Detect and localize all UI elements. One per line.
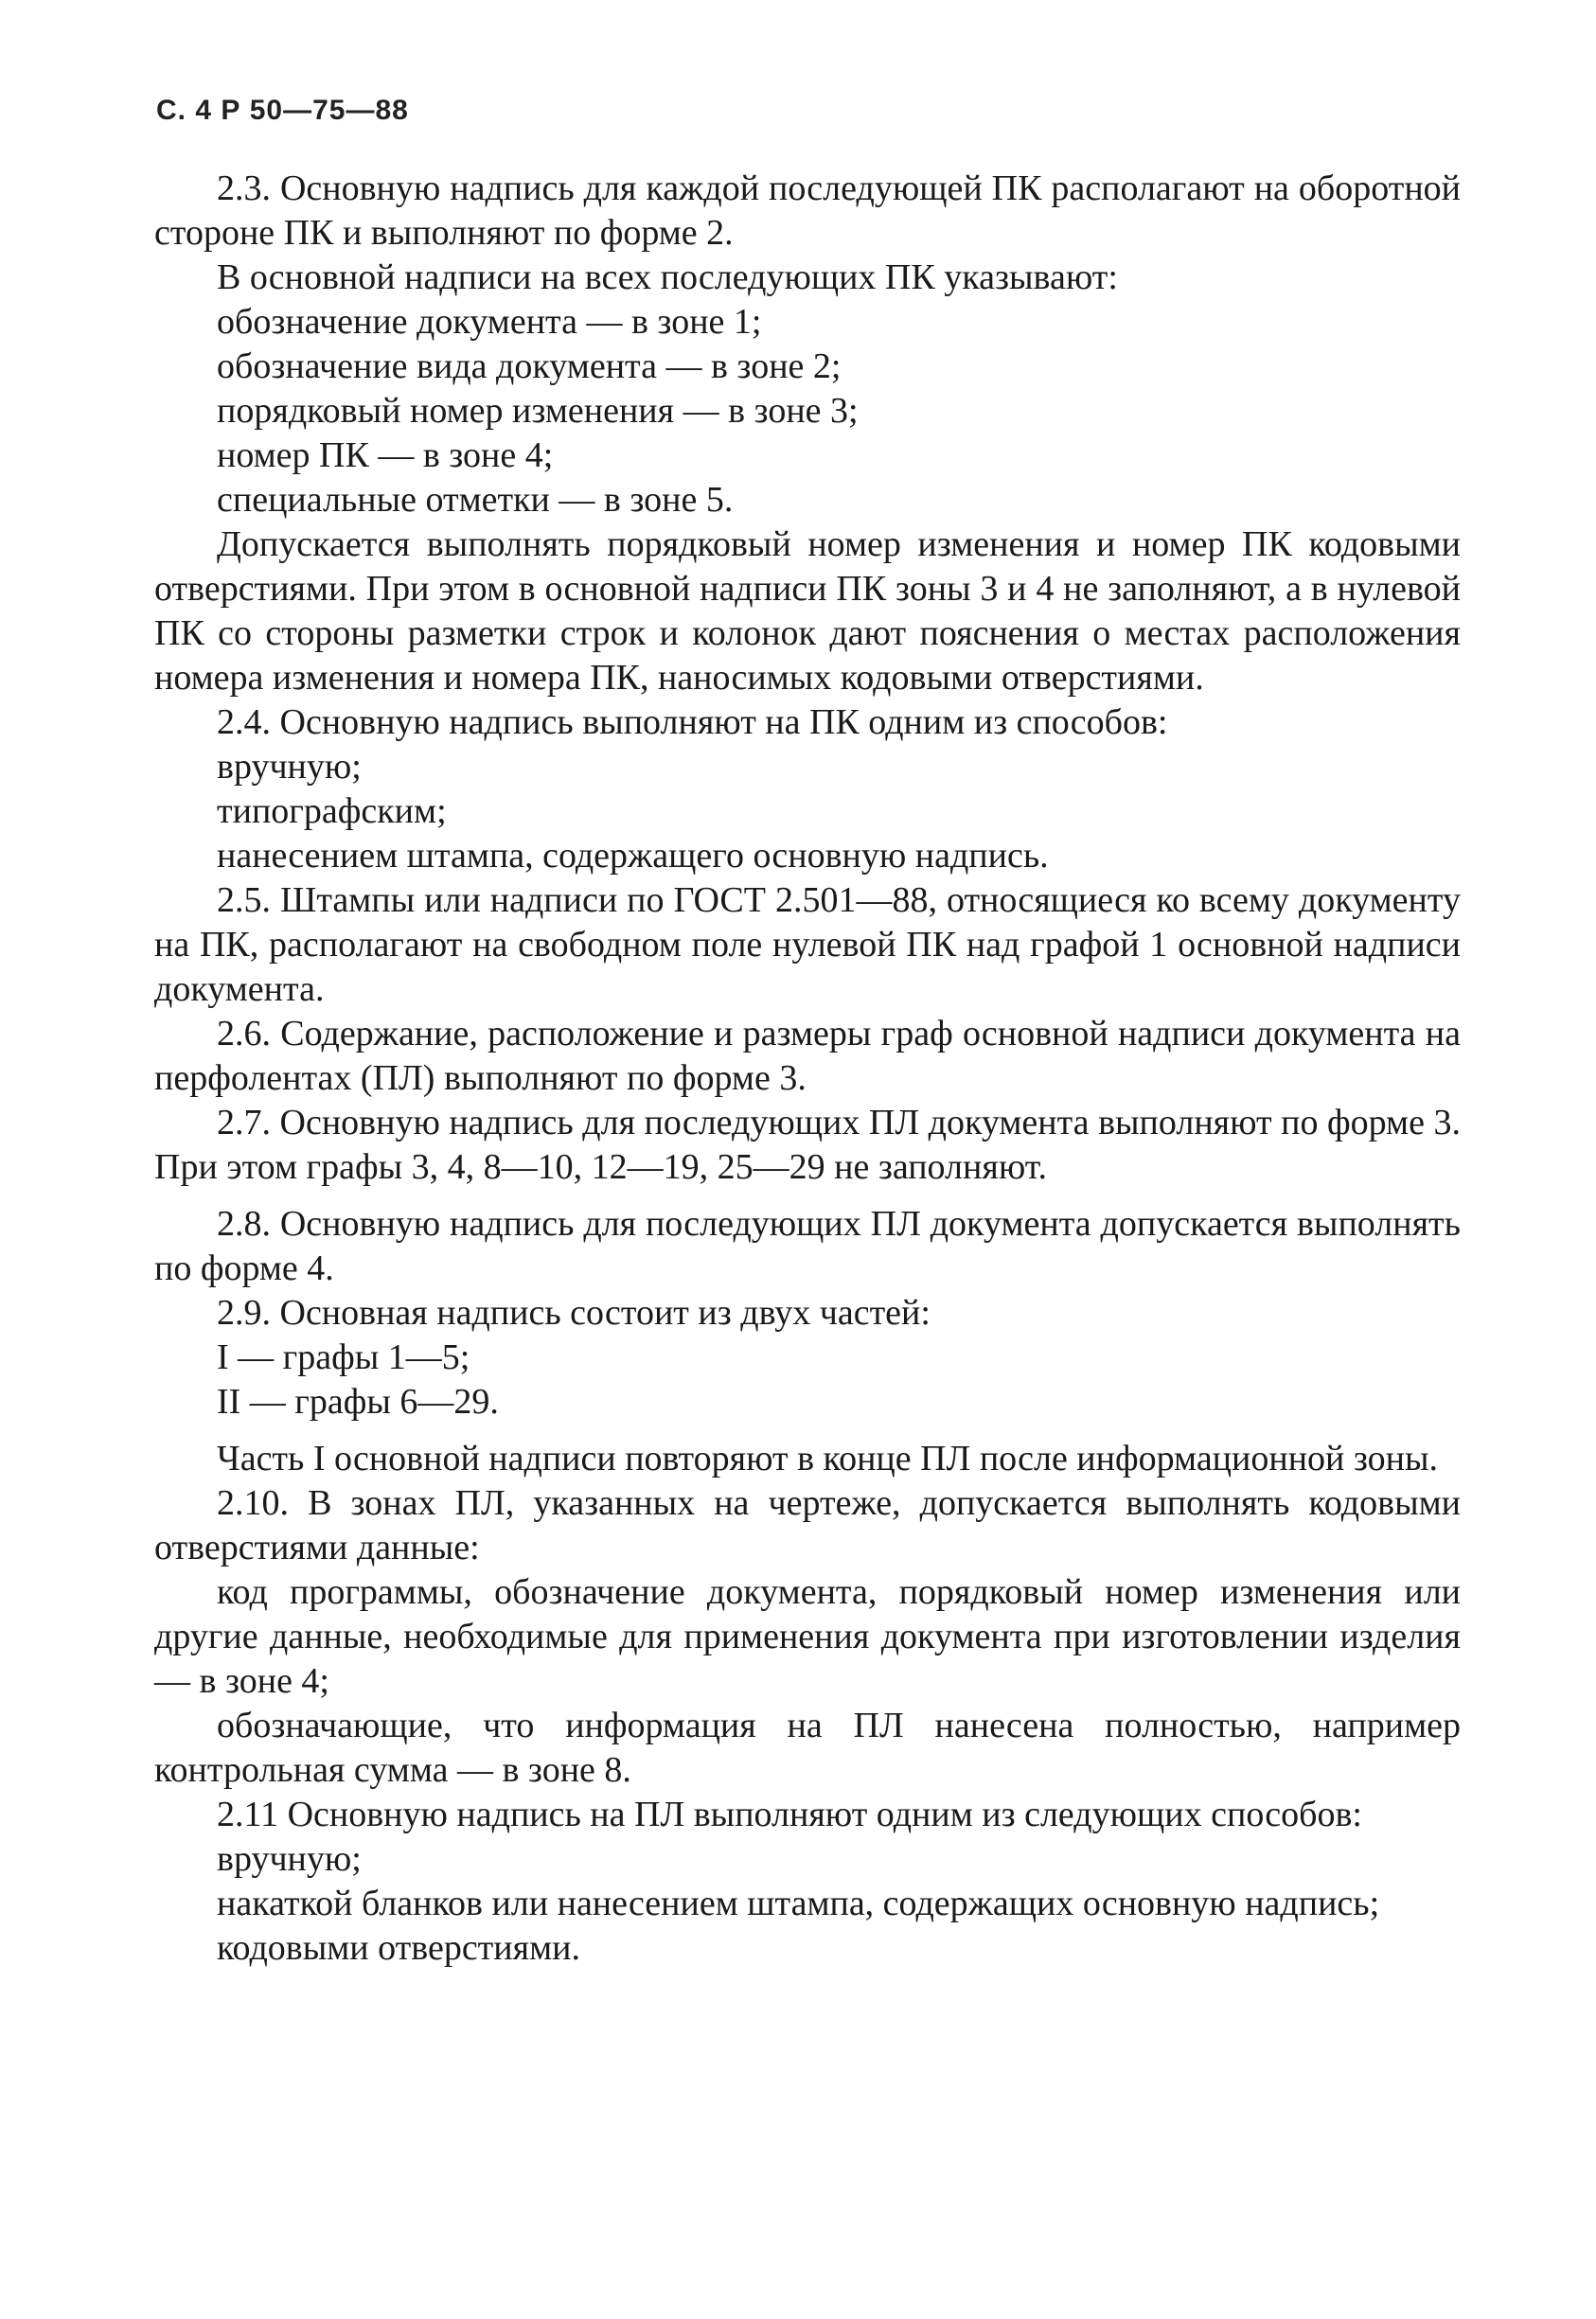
paragraph-2-10: 2.10. В зонах ПЛ, указанных на чертеже, допускается выполнять кодовыми отверстиями данные: xyxy=(154,1483,1461,1567)
paragraph-indicate-intro: В основной надписи на всех последующих ПК указывают: xyxy=(217,257,1118,297)
list-item-part-1: I — графы 1—5; xyxy=(217,1337,470,1377)
list-item-zone-5: специальные отметки — в зоне 5. xyxy=(217,480,734,520)
paragraph-2-7: 2.7. Основную надпись для последующих ПЛ документа выполняют по форме 3. При этом графы 3, 4, 8—10, 12—19, 25—29 не заполняют. xyxy=(154,1103,1461,1187)
list-item-pl-code-holes: кодовыми отверстиями. xyxy=(217,1928,580,1968)
paragraph-2-9: 2.9. Основная надпись состоит из двух частей: xyxy=(217,1293,931,1333)
paragraph-part-1-repeat: Часть I основной надписи повторяют в конце ПЛ после информационной зоны. xyxy=(217,1439,1439,1478)
list-item-zone-3: порядковый номер изменения — в зоне 3; xyxy=(217,391,859,431)
paragraph-code-holes: Допускается выполнять порядковый номер изменения и номер ПК кодовыми отверстиями. При этом в основной надписи ПК зоны 3 и 4 не заполняют, а в нулевой ПК со стороны разметки строк и колонок дают пояснения о местах расположения номера изменения и номера ПК, наносимых кодовыми отверстиями. xyxy=(154,524,1461,698)
list-item-program-code: код программы, обозначение документа, порядковый номер изменения или другие данные, необходимые для применения документа при изготовлении изделия — в зоне 4; xyxy=(154,1572,1461,1701)
paragraph-2-5: 2.5. Штампы или надписи по ГОСТ 2.501—88, относящиеся ко всему документу на ПК, располагают на свободном поле нулевой ПК над графой 1 основной надписи документа. xyxy=(154,880,1461,1009)
paragraph-2-4: 2.4. Основную надпись выполняют на ПК одним из способов: xyxy=(217,702,1168,742)
list-item-pl-rolling: накаткой бланков или нанесением штампа, содержащих основную надпись; xyxy=(217,1884,1380,1923)
list-item-checksum: обозначающие, что информация на ПЛ нанесена полностью, например контрольная сумма — в зоне 8. xyxy=(154,1706,1461,1790)
list-item-zone-4: номер ПК — в зоне 4; xyxy=(217,435,554,475)
list-item-manual: вручную; xyxy=(217,747,362,787)
list-item-zone-1: обозначение документа — в зоне 1; xyxy=(217,302,762,342)
paragraph-2-6: 2.6. Содержание, расположение и размеры граф основной надписи документа на перфолентах (ПЛ) выполняют по форме 3. xyxy=(154,1014,1461,1098)
page-header: С. 4 Р 50—75—88 xyxy=(156,95,409,126)
document-body xyxy=(154,167,1461,1971)
list-item-zone-2: обозначение вида документа — в зоне 2; xyxy=(217,346,842,386)
list-item-typographic: типографским; xyxy=(217,791,447,831)
paragraph-2-8: 2.8. Основную надпись для последующих ПЛ документа допускается выполнять по форме 4. xyxy=(154,1204,1461,1288)
list-item-pl-manual: вручную; xyxy=(217,1839,362,1879)
paragraph-2-11: 2.11 Основную надпись на ПЛ выполняют одним из следующих способов: xyxy=(217,1795,1362,1834)
paragraph-2-3: 2.3. Основную надпись для каждой последующей ПК располагают на оборотной стороне ПК и выполняют по форме 2. xyxy=(154,168,1461,253)
list-item-stamp: нанесением штампа, содержащего основную надпись. xyxy=(217,836,1049,876)
list-item-part-2: II — графы 6—29. xyxy=(217,1382,499,1422)
